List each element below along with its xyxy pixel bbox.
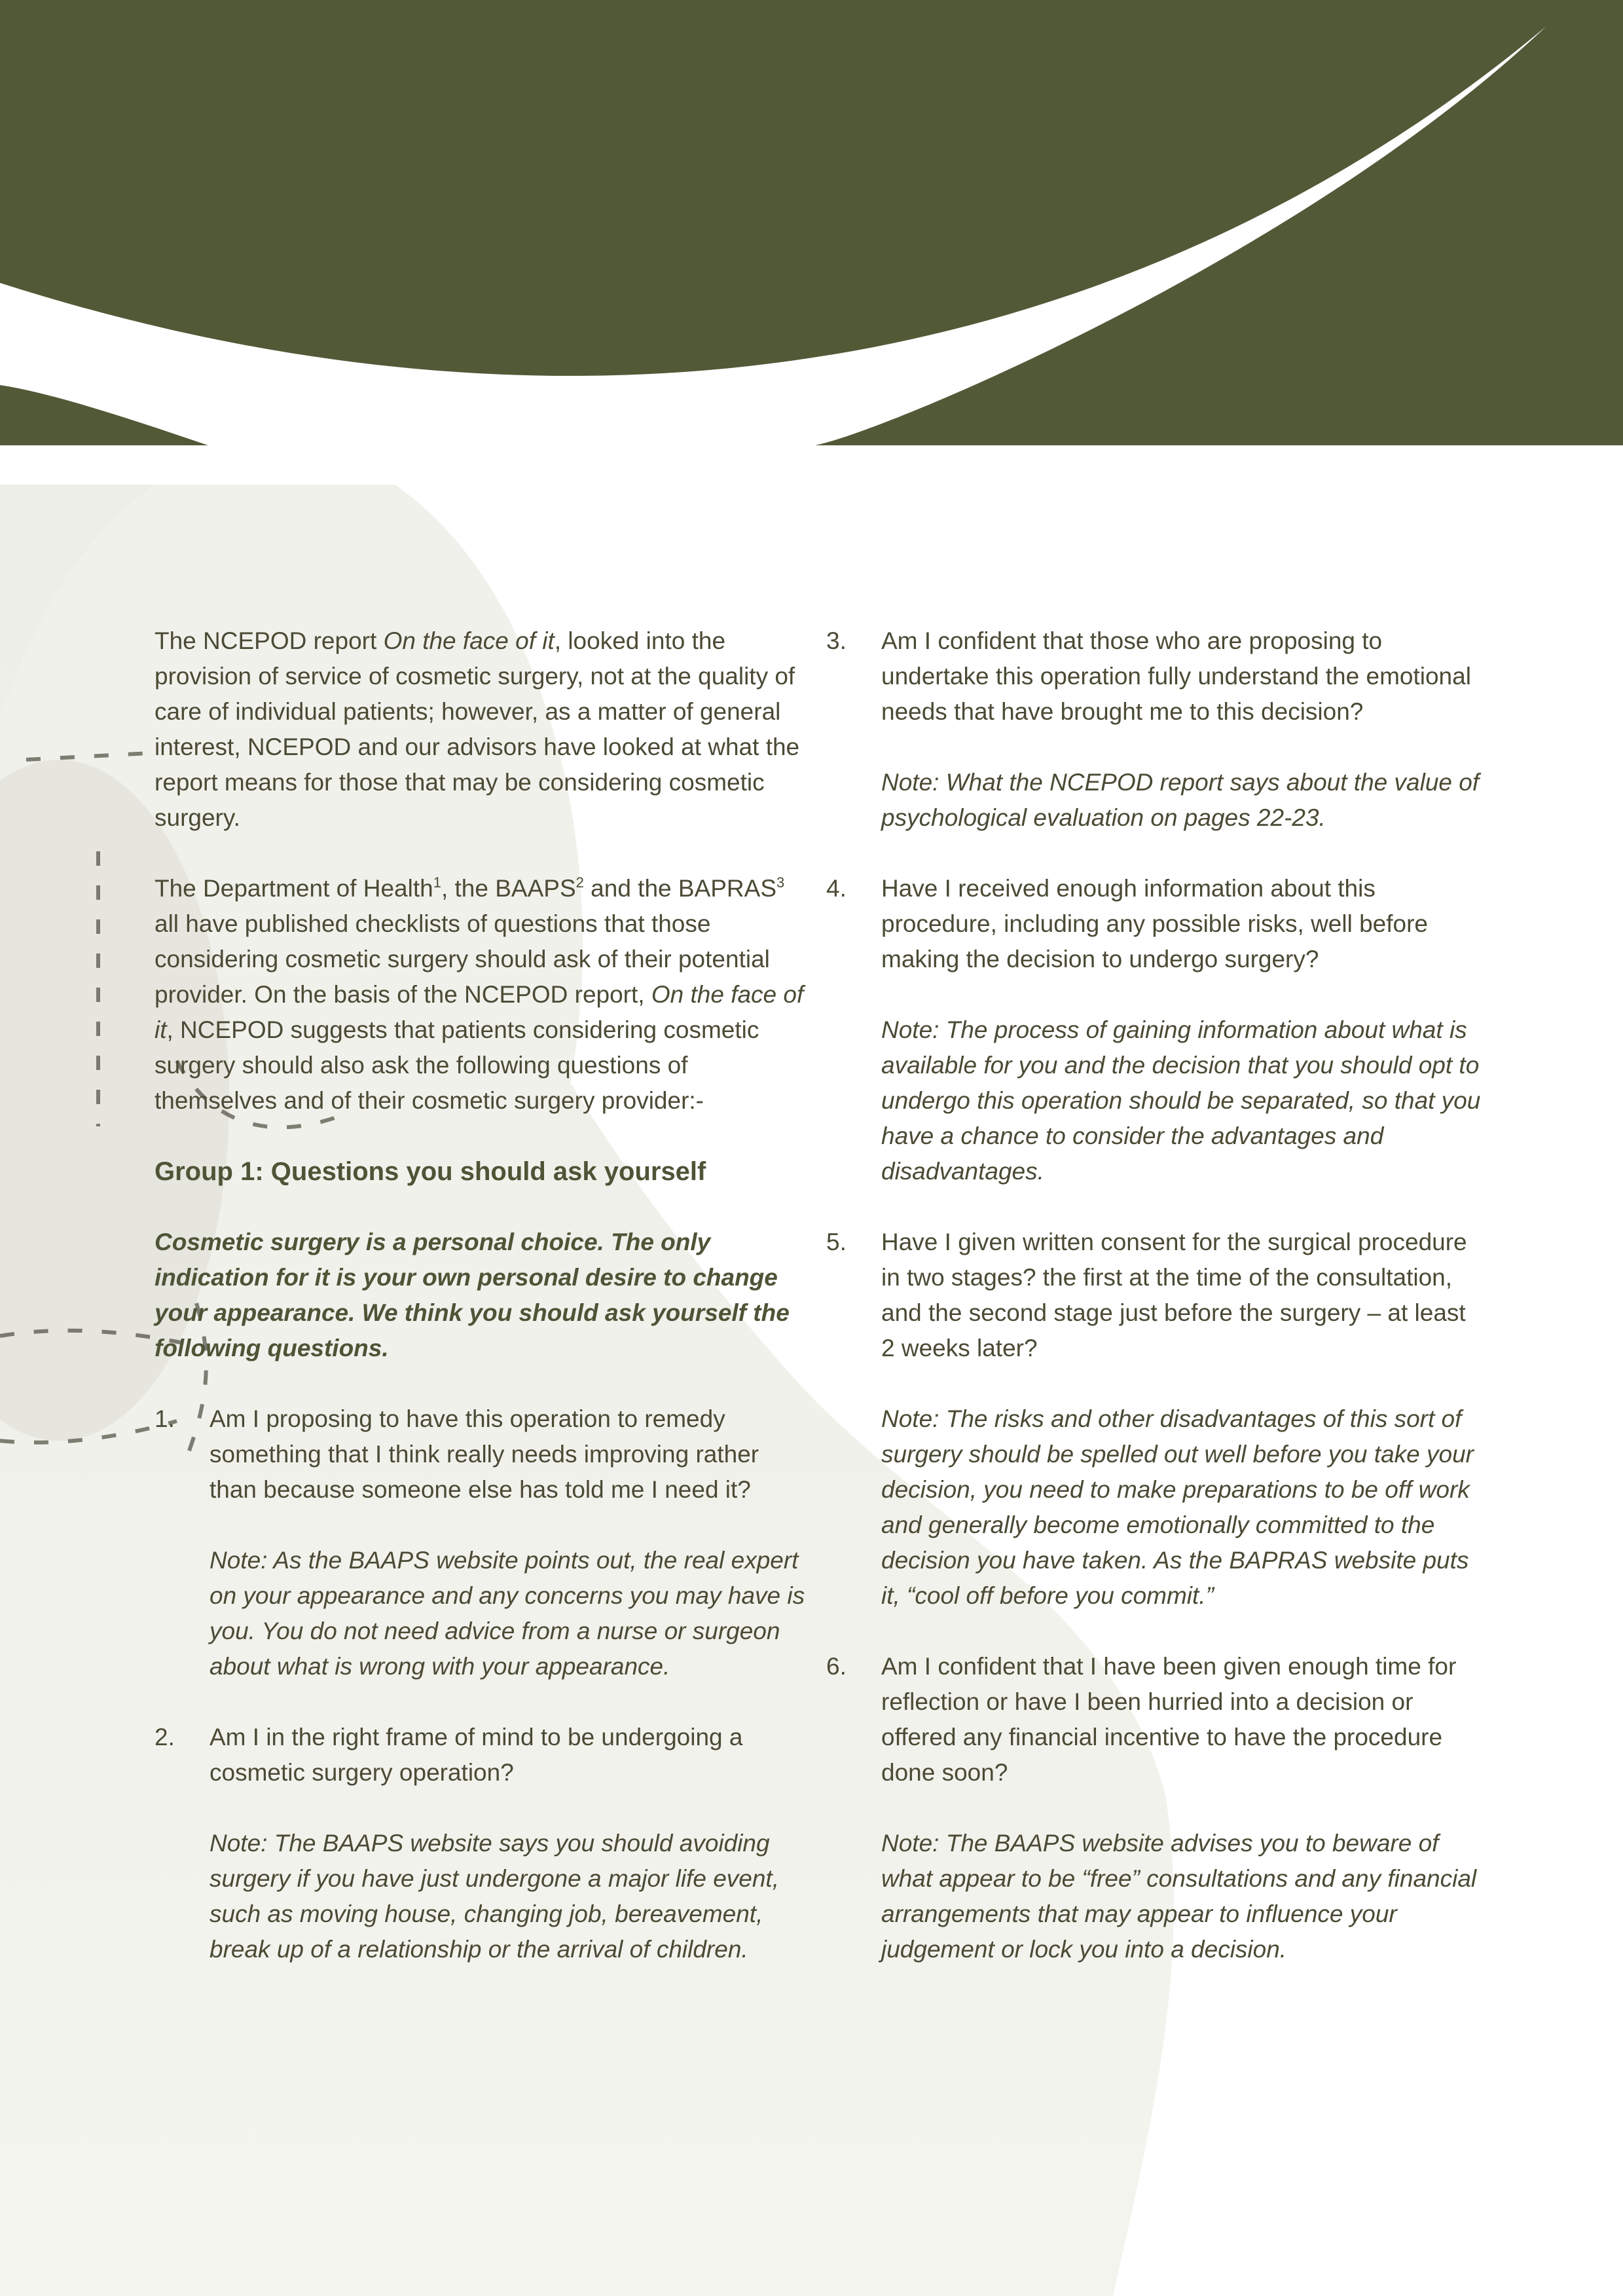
question-note: Note: As the BAAPS website points out, the real expert on your appearance and any concerns you may have is you. You do not need advice from a nurse or surgeon about what is wrong with your appearance.	[210, 1547, 805, 1680]
question-text: Have I given written consent for the surgical procedure in two stages? the first at the time of the consultation, and the second stage just before the surgery – at least 2 weeks later?	[881, 1229, 1467, 1361]
group-1-lead: Cosmetic surgery is a personal choice. The only indication for it is your own personal desire to change your appearance. We think you should ask yourself the following questions.	[155, 1229, 790, 1361]
question-note: Note: The risks and other disadvantages of this sort of surgery should be spelled out well before you take your decision, you need to make preparations to be off work and generally become emotionally committed to the decision you have taken. As the BAPRAS website puts it, “cool off before you commit.”	[881, 1405, 1474, 1609]
question-item-5	[826, 1225, 1481, 1614]
question-note: Note: The BAAPS website advises you to beware of what appear to be “free” consultations and any financial arrangements that may appear to influence your judgement or lock you into a decision.	[881, 1830, 1477, 1963]
question-item-4	[826, 871, 1481, 1189]
footnote-ref-3: 3	[776, 874, 785, 891]
question-text: Am I in the right frame of mind to be undergoing a cosmetic surgery operation?	[210, 1724, 743, 1786]
question-note: Note: The process of gaining information about what is available for you and the decision that you should opt to undergo this operation should be separated, so that you have a chance to consider the advantages and disadvantages.	[881, 1016, 1481, 1185]
question-text: Am I confident that those who are proposing to undertake this operation fully understand the emotional needs that have brought me to this decision?	[881, 627, 1471, 725]
question-number: 2.	[155, 1724, 175, 1750]
question-text: Am I proposing to have this operation to remedy something that I think really needs improving rather than because someone else has told me I need it?	[210, 1405, 759, 1503]
question-number: 3.	[826, 627, 847, 654]
question-number: 5.	[826, 1229, 847, 1255]
left-column	[155, 623, 809, 1967]
question-text: Have I received enough information about this procedure, including any possible risks, well before making the decision to undergo surgery?	[881, 875, 1428, 972]
footnote-ref-1: 1	[433, 874, 441, 891]
question-number: 6.	[826, 1653, 847, 1680]
question-item-6	[826, 1649, 1481, 1967]
footnote-ref-2: 2	[575, 874, 584, 891]
intro-paragraph-1: The NCEPOD report On the face of it, looked into the provision of service of cosmetic surgery, not at the quality of care of individual patients; however, as a matter of general interest, NCEPOD and our advisors have looked at what the report means for those that may be considering cosmetic surgery.	[155, 627, 800, 831]
question-number: 1.	[155, 1405, 175, 1432]
question-item-1	[155, 1401, 809, 1684]
question-item-3	[826, 623, 1481, 836]
header-swoosh-band	[0, 0, 1623, 445]
right-column	[826, 623, 1481, 1967]
intro-paragraph-2: The Department of Health$^1$, the BAAPS$^2$ and the BAPRAS$^3$ all have published checklists of questions that those considering cosmetic surgery should ask of their potential provider. On the basis of the NCEPOD report, On the face of it, NCEPOD suggests that patients considering cosmetic surgery should also ask the following questions of themselves and of their cosmetic surgery provider:-	[155, 874, 804, 1114]
question-text: Am I confident that I have been given enough time for reflection or have I been hurried into a decision or offered any financial incentive to have the procedure done soon?	[881, 1653, 1457, 1786]
group-1-heading: Group 1: Questions you should ask yourself	[155, 1157, 706, 1186]
question-item-2	[155, 1720, 809, 1967]
question-note: Note: What the NCEPOD report says about the value of psychological evaluation on pages 22-23.	[881, 769, 1480, 831]
question-number: 4.	[826, 875, 847, 902]
question-note: Note: The BAAPS website says you should avoiding surgery if you have just undergone a major life event, such as moving house, changing job, bereavement, break up of a relationship or the arrival of children.	[210, 1830, 779, 1963]
